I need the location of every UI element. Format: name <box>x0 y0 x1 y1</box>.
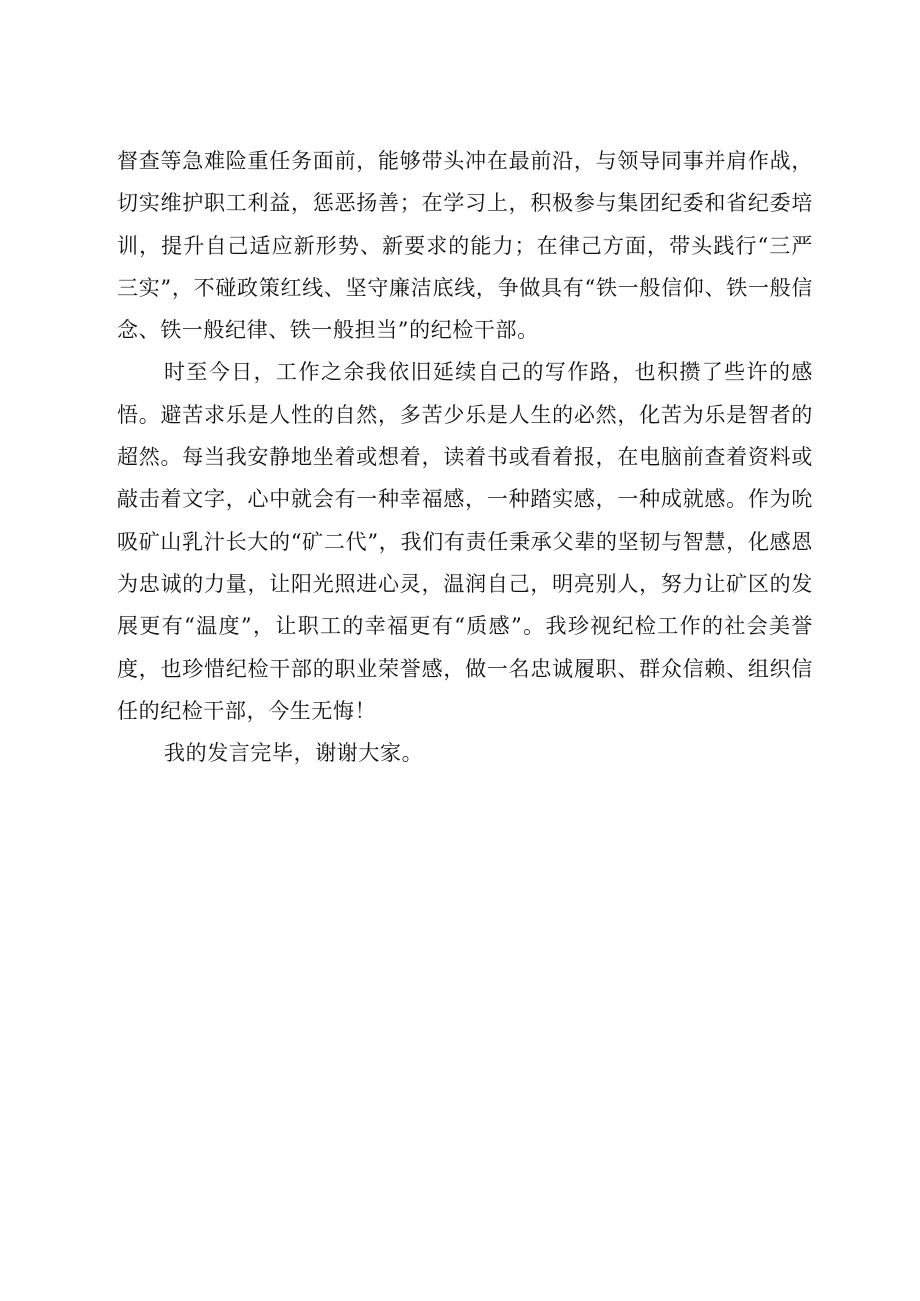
paragraph-continuation: 督查等急难险重任务面前，能够带头冲在最前沿，与领导同事并肩作战，切实维护职工利益，惩恶扬善；在学习上，积极参与集团纪委和省纪委培训，提升自己适应新形势、新要求的能力；在律己方面，带头践行“三严三实”，不碰政策红线、坚守廉洁底线，争做具有“铁一般信仰、铁一般信念、铁一般纪律、铁一般担当”的纪检干部。 <box>117 149 813 343</box>
document-body <box>117 140 813 774</box>
paragraph-reflection: 时至今日，工作之余我依旧延续自己的写作路，也积攒了些许的感悟。避苦求乐是人性的自然，多苦少乐是人生的必然，化苦为乐是智者的超然。每当我安静地坐着或想着，读着书或看着报，在电脑前查着资料或敲击着文字，心中就会有一种幸福感，一种踏实感，一种成就感。作为吮吸矿山乳汁长大的“矿二代”，我们有责任秉承父辈的坚韧与智慧，化感恩为忠诚的力量，让阳光照进心灵，温润自己，明亮别人，努力让矿区的发展更有“温度”，让职工的幸福更有“质感”。我珍视纪检工作的社会美誉度，也珍惜纪检干部的职业荣誉感，做一名忠诚履职、群众信赖、组织信任的纪检干部，今生无悔！ <box>117 360 813 723</box>
paragraph-closing: 我的发言完毕，谢谢大家。 <box>164 741 424 766</box>
